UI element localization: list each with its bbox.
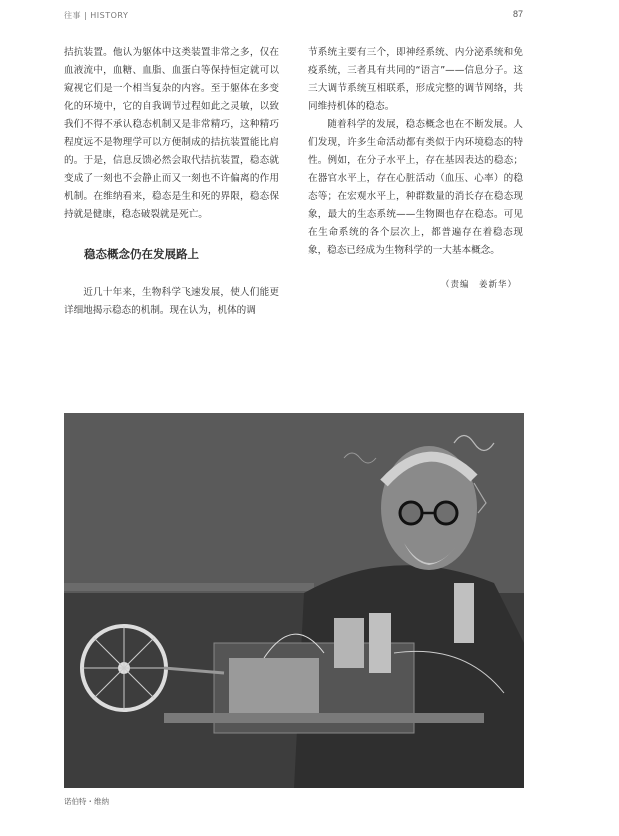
wiener-photo — [64, 413, 524, 788]
page-number: 87 — [512, 9, 523, 19]
editor-credit: （责编 姜新华） — [440, 280, 517, 290]
photo-caption: 诺伯特・维纳 — [64, 797, 109, 806]
body-paragraph: 节系统主要有三个，即神经系统、内分泌系统和免疫系统，三者具有共同的“语言”——信息分子。这三大调节系统互相联系，形成完整的调节网络，共同维持机体的稳态。 — [308, 47, 523, 112]
body-paragraph: 拮抗装置。他认为躯体中这类装置非常之多，仅在血液流中，血糖、血脂、血蛋白等保持恒定就可以窥视它们是一个相当复杂的内容。至于躯体在多变化的环境中，它的自我调节过程如此之灵敏，以致我们不得不承认稳态机制又是非常精巧，这种精巧程度远不是物理学可以方便制成的拮抗装置能比肩的。于是，信息反馈必然会取代拮抗装置，稳态就变成了一刻也不会静止而又一刻也不许偏离的作用机制。在维纳看来，稳态是生和死的界限，稳态保持就是健康，稳态破裂就是死亡。 — [64, 47, 279, 220]
running-header: 往事 | HISTORY — [64, 11, 129, 20]
body-paragraph: 随着科学的发展，稳态概念也在不断发展。人们发现，许多生命活动都有类似于内环境稳态的特性。例如，在分子水平上，存在基因表达的稳态；在器官水平上，存在心脏活动（血压、心率）的稳态等；在宏观水平上，种群数量的消长存在稳态现象，最大的生态系统——生物圈也存在稳态。可见在生命系统的各个层次上，都普遍存在着稳态现象，稳态已经成为生物科学的一大基本概念。 — [308, 119, 523, 256]
body-paragraph: 近几十年来，生物科学飞速发展，使人们能更详细地揭示稳态的机制。现在认为，机体的调 — [64, 287, 279, 316]
section-heading: 稳态概念仍在发展路上 — [84, 247, 199, 261]
right-column — [308, 44, 523, 294]
left-column — [64, 44, 279, 320]
